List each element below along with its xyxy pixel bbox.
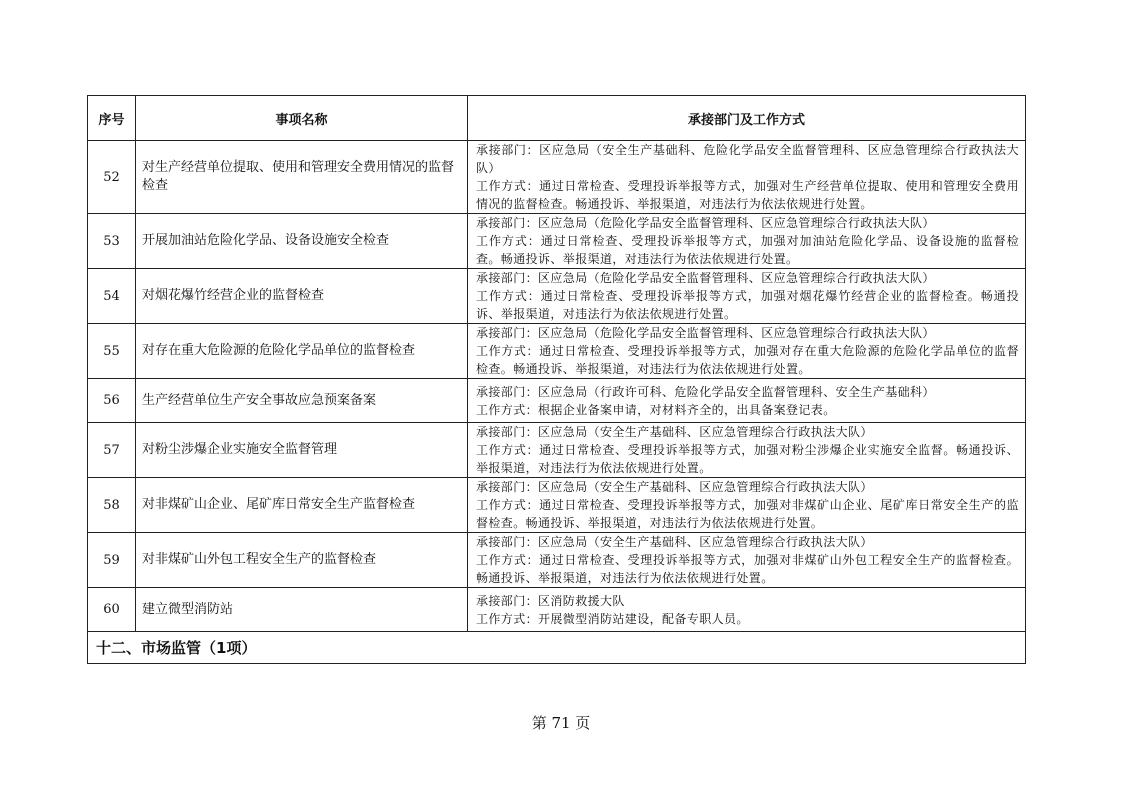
dept-method-cell [468, 533, 1026, 588]
table-row [88, 533, 1026, 588]
work-method: 工作方式：通过日常检查、受理投诉举报等方式，加强对粉尘涉爆企业实施安全监督。畅通投诉、举报渠道，对违法行为依法依规进行处置。 [476, 443, 1019, 475]
header-name: 事项名称 [136, 96, 468, 141]
row-number: 57 [88, 423, 136, 478]
section-header-row [88, 632, 1026, 664]
row-number: 53 [88, 214, 136, 269]
matter-name: 对粉尘涉爆企业实施安全监督管理 [136, 423, 468, 478]
work-method: 工作方式：通过日常检查、受理投诉举报等方式，加强对非煤矿山企业、尾矿库日常安全生产的监督检查。畅通投诉、举报渠道，对违法行为依法依规进行处置。 [476, 498, 1019, 530]
undertaking-dept: 承接部门：区应急局（危险化学品安全监督管理科、区应急管理综合行政执法大队） [476, 271, 935, 285]
row-number: 58 [88, 478, 136, 533]
work-method: 工作方式：根据企业备案申请，对材料齐全的，出具备案登记表。 [476, 402, 836, 417]
dept-method-cell [468, 214, 1026, 269]
matter-name: 对生产经营单位提取、使用和管理安全费用情况的监督检查 [136, 141, 468, 214]
matter-name: 开展加油站危险化学品、设备设施安全检查 [136, 214, 468, 269]
dept-method-cell [468, 423, 1026, 478]
dept-method-cell [468, 478, 1026, 533]
row-number: 55 [88, 324, 136, 379]
table-row [88, 478, 1026, 533]
dept-method-cell [468, 324, 1026, 379]
matters-table [87, 95, 1026, 664]
table-row [88, 141, 1026, 214]
header-dept: 承接部门及工作方式 [468, 96, 1026, 141]
matter-name: 建立微型消防站 [136, 588, 468, 632]
work-method: 工作方式：通过日常检查、受理投诉举报等方式，加强对生产经营单位提取、使用和管理安全费用情况的监督检查。畅通投诉、举报渠道，对违法行为依法依规进行处置。 [476, 179, 1019, 211]
row-number: 56 [88, 379, 136, 423]
undertaking-dept: 承接部门：区应急局（危险化学品安全监督管理科、区应急管理综合行政执法大队） [476, 326, 935, 340]
row-number: 59 [88, 533, 136, 588]
table-row [88, 379, 1026, 423]
work-method: 工作方式：通过日常检查、受理投诉举报等方式，加强对非煤矿山外包工程安全生产的监督检查。畅通投诉、举报渠道，对违法行为依法依规进行处置。 [476, 553, 1019, 585]
matter-name: 对烟花爆竹经营企业的监督检查 [136, 269, 468, 324]
undertaking-dept: 承接部门：区应急局（行政许可科、危险化学品安全监督管理科、安全生产基础科） [476, 384, 935, 399]
section-title: 十二、市场监管（1项） [88, 632, 1026, 664]
row-number: 52 [88, 141, 136, 214]
row-number: 60 [88, 588, 136, 632]
undertaking-dept: 承接部门：区应急局（安全生产基础科、危险化学品安全监督管理科、区应急管理综合行政执法大队） [476, 143, 1019, 175]
dept-method-cell [468, 269, 1026, 324]
undertaking-dept: 承接部门：区应急局（安全生产基础科、区应急管理综合行政执法大队） [476, 535, 873, 549]
dept-method-cell [468, 141, 1026, 214]
undertaking-dept: 承接部门：区应急局（危险化学品安全监督管理科、区应急管理综合行政执法大队） [476, 216, 935, 230]
row-number: 54 [88, 269, 136, 324]
page-number: 第 71 页 [531, 714, 591, 732]
dept-method-cell [468, 379, 1026, 423]
work-method: 工作方式：通过日常检查、受理投诉举报等方式，加强对烟花爆竹经营企业的监督检查。畅通投诉、举报渠道，对违法行为依法依规进行处置。 [476, 289, 1019, 321]
table-row [88, 423, 1026, 478]
dept-method-cell [468, 588, 1026, 632]
table-header-row [88, 96, 1026, 141]
table-row [88, 588, 1026, 632]
matter-name: 对非煤矿山外包工程安全生产的监督检查 [136, 533, 468, 588]
undertaking-dept: 承接部门：区应急局（安全生产基础科、区应急管理综合行政执法大队） [476, 425, 873, 439]
work-method: 工作方式：通过日常检查、受理投诉举报等方式，加强对加油站危险化学品、设备设施的监督检查。畅通投诉、举报渠道，对违法行为依法依规进行处置。 [476, 234, 1019, 266]
work-method: 工作方式：开展微型消防站建设，配备专职人员。 [476, 611, 749, 626]
table-row [88, 324, 1026, 379]
table-row [88, 269, 1026, 324]
matter-name: 生产经营单位生产安全事故应急预案备案 [136, 379, 468, 423]
matter-name: 对存在重大危险源的危险化学品单位的监督检查 [136, 324, 468, 379]
header-no: 序号 [88, 96, 136, 141]
table-row [88, 214, 1026, 269]
work-method: 工作方式：通过日常检查、受理投诉举报等方式，加强对存在重大危险源的危险化学品单位的监督检查。畅通投诉、举报渠道，对违法行为依法依规进行处置。 [476, 344, 1019, 376]
undertaking-dept: 承接部门：区应急局（安全生产基础科、区应急管理综合行政执法大队） [476, 480, 873, 494]
matter-name: 对非煤矿山企业、尾矿库日常安全生产监督检查 [136, 478, 468, 533]
undertaking-dept: 承接部门：区消防救援大队 [476, 593, 625, 608]
